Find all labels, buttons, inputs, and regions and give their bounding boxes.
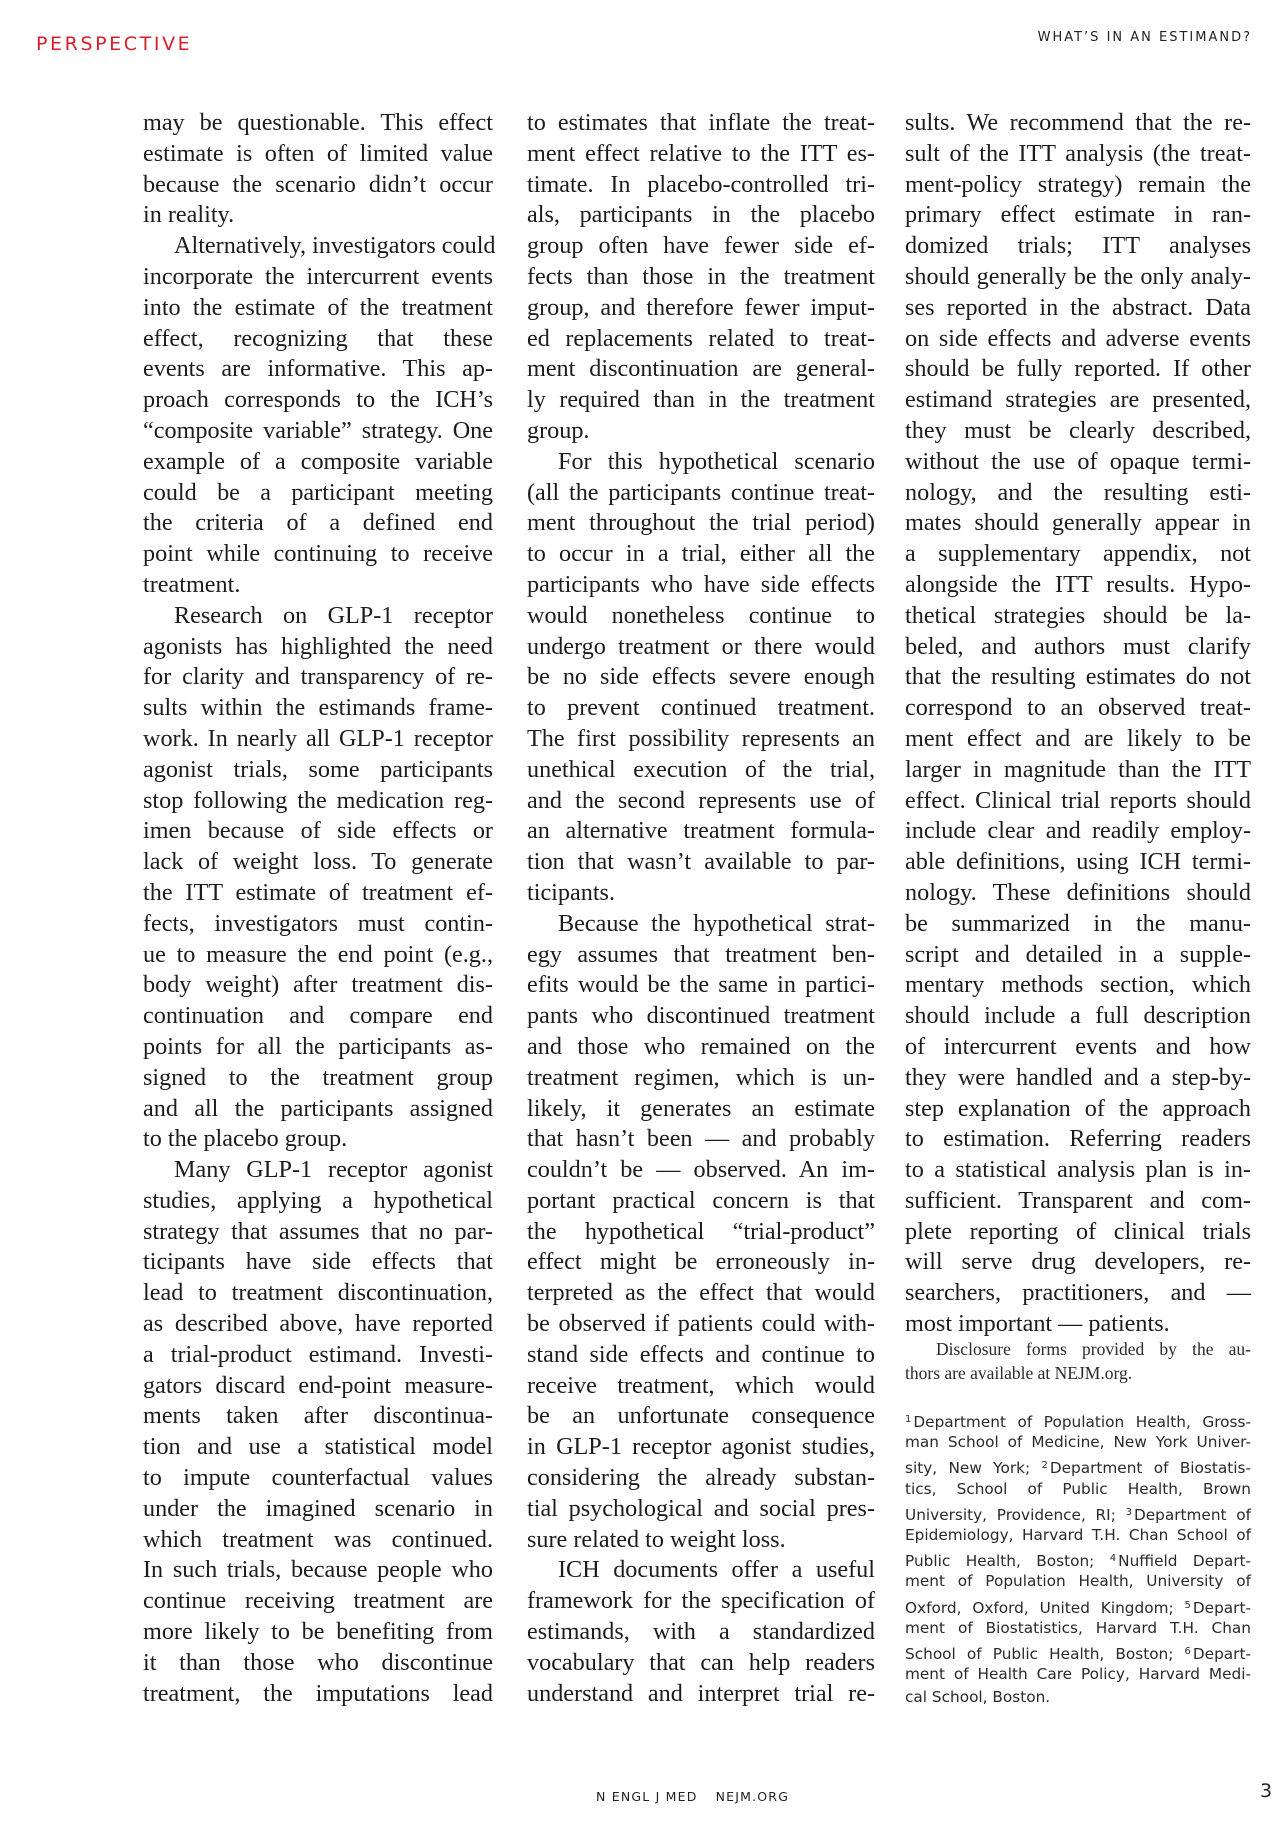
text-line: tion and use a statistical model bbox=[143, 1433, 493, 1461]
text-line: studies, applying a hypothetical bbox=[143, 1186, 493, 1214]
text-line: should be fully reported. If other bbox=[905, 355, 1251, 383]
text-line: estimand strategies are presented, bbox=[905, 386, 1251, 414]
text-line: treatment, the imputations lead bbox=[143, 1679, 493, 1707]
text-line: nology, and the resulting esti- bbox=[905, 478, 1251, 506]
text-line: an alternative treatment formula- bbox=[527, 817, 875, 845]
text-line: estimate is often of limited value bbox=[143, 139, 493, 167]
text-line: incorporate the intercurrent events bbox=[143, 262, 493, 290]
text-line: be no side effects severe enough bbox=[527, 663, 875, 691]
text-line: likely, it generates an estimate bbox=[527, 1094, 875, 1122]
text-line: and the second represents use of bbox=[527, 786, 875, 814]
text-line: beled, and authors must clarify bbox=[905, 632, 1251, 660]
footer-citation bbox=[596, 1789, 789, 1804]
text-line: events are informative. This ap- bbox=[143, 355, 493, 383]
text-line: lack of weight loss. To generate bbox=[143, 848, 493, 876]
text-line: portant practical concern is that bbox=[527, 1186, 875, 1214]
text-line: ment throughout the trial period) bbox=[527, 509, 875, 537]
text-line: man School of Medicine, New York Univer- bbox=[905, 1433, 1251, 1452]
text-line: stand side effects and continue to bbox=[527, 1340, 875, 1368]
text-line: include clear and readily employ- bbox=[905, 817, 1251, 845]
text-line: Public Health, Boston; $^4$ Nuffield Depart- bbox=[905, 1552, 1251, 1571]
text-line: group, and therefore fewer imput- bbox=[527, 293, 875, 321]
text-line: group often have fewer side ef- bbox=[527, 232, 875, 260]
text-line: pants who discontinued treatment bbox=[527, 1002, 875, 1030]
text-line: to a statistical analysis plan is in- bbox=[905, 1156, 1251, 1184]
text-line: ses reported in the abstract. Data bbox=[905, 293, 1251, 321]
text-line: on side effects and adverse events bbox=[905, 324, 1251, 352]
text-line: sure related to weight loss. bbox=[527, 1525, 786, 1553]
text-line: strategy that assumes that no par- bbox=[143, 1217, 493, 1245]
text-line: points for all the participants as- bbox=[143, 1032, 493, 1060]
text-line: step explanation of the approach bbox=[905, 1094, 1251, 1122]
text-line: be summarized in the manu- bbox=[905, 909, 1251, 937]
text-line: tics, School of Public Health, Brown bbox=[905, 1479, 1251, 1498]
disclosure-note bbox=[905, 1338, 1251, 1385]
text-line: als, participants in the placebo bbox=[527, 201, 875, 229]
text-line: imen because of side effects or bbox=[143, 817, 493, 845]
text-line: as described above, have reported bbox=[143, 1310, 493, 1338]
text-line: a supplementary appendix, not bbox=[905, 540, 1251, 568]
text-line: work. In nearly all GLP-1 receptor bbox=[143, 724, 493, 752]
text-line: mentary methods section, which bbox=[905, 971, 1251, 999]
text-line: ICH documents offer a useful bbox=[558, 1556, 875, 1584]
text-line: ue to measure the end point (e.g., bbox=[143, 940, 493, 968]
text-line: stop following the medication reg- bbox=[143, 786, 493, 814]
text-line: sufficient. Transparent and com- bbox=[905, 1186, 1251, 1214]
text-line: sults within the estimands frame- bbox=[143, 694, 493, 722]
text-line: they were handled and a step-by- bbox=[905, 1063, 1251, 1091]
text-line: University, Providence, RI; $^3$ Department of bbox=[905, 1505, 1251, 1524]
text-line: thetical strategies should be la- bbox=[905, 601, 1251, 629]
text-line: treatment regimen, which is un- bbox=[527, 1063, 875, 1091]
text-line: estimands, with a standardized bbox=[527, 1618, 875, 1646]
text-line: point while continuing to receive bbox=[143, 540, 493, 568]
text-line: the ITT estimate of treatment ef- bbox=[143, 878, 493, 906]
text-line: because the scenario didn’t occur bbox=[143, 170, 493, 198]
text-line: ment of Biostatistics, Harvard T.H. Chan bbox=[905, 1618, 1251, 1637]
text-line: a trial-product estimand. Investi- bbox=[143, 1340, 493, 1368]
text-line: larger in magnitude than the ITT bbox=[905, 755, 1251, 783]
text-line: timate. In placebo-controlled tri- bbox=[527, 170, 875, 198]
text-line: ticipants have side effects that bbox=[143, 1248, 493, 1276]
text-line: Many GLP-1 receptor agonist bbox=[174, 1156, 493, 1184]
text-line: unethical execution of the trial, bbox=[527, 755, 875, 783]
text-line: terpreted as the effect that would bbox=[527, 1279, 875, 1307]
text-line: without the use of opaque termi- bbox=[905, 447, 1251, 475]
text-line: In such trials, because people who bbox=[143, 1556, 493, 1584]
text-line: it than those who discontinue bbox=[143, 1648, 493, 1676]
text-line: be observed if patients could with- bbox=[527, 1310, 875, 1338]
text-line: ment effect and are likely to be bbox=[905, 724, 1251, 752]
text-line: ments taken after discontinua- bbox=[143, 1402, 493, 1430]
text-line: framework for the specification of bbox=[527, 1587, 875, 1615]
body-column-middle bbox=[527, 108, 875, 1709]
footnote-marker: 5 bbox=[1184, 1599, 1191, 1611]
text-line: effect. Clinical trial reports should bbox=[905, 786, 1251, 814]
text-line: script and detailed in a supple- bbox=[905, 940, 1251, 968]
journal-site: NEJM.ORG bbox=[715, 1789, 790, 1804]
text-line: agonists has highlighted the need bbox=[143, 632, 493, 660]
text-line: would nonetheless continue to bbox=[527, 601, 875, 629]
text-line: undergo treatment or there would bbox=[527, 632, 875, 660]
text-line: ment of Health Care Policy, Harvard Medi- bbox=[905, 1665, 1251, 1684]
footnote-marker: 4 bbox=[1109, 1553, 1117, 1565]
text-line: ly required than in the treatment bbox=[527, 386, 875, 414]
text-line: plete reporting of clinical trials bbox=[905, 1217, 1251, 1245]
text-line: couldn’t be — observed. An im- bbox=[527, 1156, 875, 1184]
text-line: effect, recognizing that these bbox=[143, 324, 493, 352]
text-line: under the imagined scenario in bbox=[143, 1494, 493, 1522]
text-line: receive treatment, which would bbox=[527, 1371, 875, 1399]
text-line: fects, investigators must contin- bbox=[143, 909, 493, 937]
text-line: continuation and compare end bbox=[143, 1002, 493, 1030]
footnote-marker: 2 bbox=[1041, 1460, 1048, 1472]
text-line: understand and interpret trial re- bbox=[527, 1679, 875, 1707]
text-line: the criteria of a defined end bbox=[143, 509, 493, 537]
text-line: The first possibility represents an bbox=[527, 724, 875, 752]
text-line: gators discard end-point measure- bbox=[143, 1371, 493, 1399]
text-line: able definitions, using ICH termi- bbox=[905, 848, 1251, 876]
text-line: ment effect relative to the ITT es- bbox=[527, 139, 875, 167]
text-line: may be questionable. This effect bbox=[143, 109, 493, 136]
text-line: for clarity and transparency of re- bbox=[143, 663, 493, 691]
text-line: For this hypothetical scenario bbox=[558, 447, 875, 475]
text-line: in reality. bbox=[143, 201, 235, 229]
text-line: sults. We recommend that the re- bbox=[905, 109, 1251, 136]
page-number: 3 bbox=[1260, 1780, 1273, 1802]
text-line: continue receiving treatment are bbox=[143, 1587, 493, 1615]
text-line: Research on GLP-1 receptor bbox=[174, 601, 493, 629]
text-line: mates should generally appear in bbox=[905, 509, 1251, 537]
text-line: agonist trials, some participants bbox=[143, 755, 493, 783]
text-line: of intercurrent events and how bbox=[905, 1032, 1251, 1060]
text-line: ment of Population Health, University of bbox=[905, 1572, 1251, 1591]
author-affiliations bbox=[905, 1408, 1251, 1709]
text-line: (all the participants continue treat- bbox=[527, 478, 875, 506]
text-line: effect might be erroneously in- bbox=[527, 1248, 875, 1276]
footnote-marker: 3 bbox=[1125, 1506, 1132, 1518]
text-line: to impute counterfactual values bbox=[143, 1464, 493, 1492]
text-line: ment discontinuation are general- bbox=[527, 355, 875, 383]
text-line: considering the already substan- bbox=[527, 1464, 875, 1492]
text-line: to estimation. Referring readers bbox=[905, 1125, 1251, 1153]
text-line: example of a composite variable bbox=[143, 447, 493, 475]
text-line: Disclosure forms provided by the au- bbox=[936, 1339, 1251, 1359]
text-line: more likely to be benefiting from bbox=[143, 1618, 493, 1646]
text-line: Alternatively, investigators could bbox=[174, 232, 496, 260]
text-line: signed to the treatment group bbox=[143, 1063, 493, 1091]
body-column-left bbox=[143, 108, 496, 1709]
text-line: $^1$ Department of Population Health, Gross- bbox=[905, 1413, 1251, 1431]
text-line: Because the hypothetical strat- bbox=[558, 909, 875, 937]
text-line: tion that wasn’t available to par- bbox=[527, 848, 875, 876]
text-line: ed replacements related to treat- bbox=[527, 324, 875, 352]
text-line: sult of the ITT analysis (the treat- bbox=[905, 139, 1251, 167]
text-line: will serve drug developers, re- bbox=[905, 1248, 1251, 1276]
text-line: tial psychological and social pres- bbox=[527, 1494, 875, 1522]
text-line: School of Public Health, Boston; $^6$ Depart- bbox=[905, 1644, 1251, 1663]
text-line: lead to treatment discontinuation, bbox=[143, 1279, 493, 1307]
text-line: to estimates that inflate the treat- bbox=[527, 109, 875, 136]
text-line: efits would be the same in partici- bbox=[527, 971, 875, 999]
text-line: which treatment was continued. bbox=[143, 1525, 493, 1553]
text-line: thors are available at NEJM.org. bbox=[905, 1362, 1133, 1383]
text-line: egy assumes that treatment ben- bbox=[527, 940, 875, 968]
text-line: into the estimate of the treatment bbox=[143, 293, 493, 321]
text-line: could be a participant meeting bbox=[143, 478, 493, 506]
text-line: ment-policy strategy) remain the bbox=[905, 170, 1251, 198]
journal-abbrev: N ENGL J MED bbox=[596, 1789, 698, 1804]
text-line: group. bbox=[527, 416, 590, 444]
text-line: most important — patients. bbox=[905, 1310, 1170, 1338]
text-line: searchers, practitioners, and — bbox=[905, 1279, 1251, 1307]
text-line: body weight) after treatment dis- bbox=[143, 971, 493, 999]
text-line: cal School, Boston. bbox=[905, 1688, 1051, 1707]
text-line: ticipants. bbox=[527, 878, 615, 906]
text-line: to prevent continued treatment. bbox=[527, 694, 875, 722]
text-line: nology. These definitions should bbox=[905, 878, 1251, 906]
text-line: vocabulary that can help readers bbox=[527, 1648, 875, 1676]
text-line: alongside the ITT results. Hypo- bbox=[905, 570, 1251, 598]
text-line: and those who remained on the bbox=[527, 1032, 875, 1060]
text-line: be an unfortunate consequence bbox=[527, 1402, 875, 1430]
running-title: WHAT’S IN AN ESTIMAND? bbox=[1037, 30, 1252, 45]
body-column-right bbox=[905, 108, 1251, 1340]
text-line: the hypothetical “trial-product” bbox=[527, 1217, 875, 1245]
text-line: treatment. bbox=[143, 570, 241, 598]
text-line: they must be clearly described, bbox=[905, 416, 1251, 444]
text-line: and all the participants assigned bbox=[143, 1094, 493, 1122]
text-line: correspond to an observed treat- bbox=[905, 694, 1251, 722]
text-line: should include a full description bbox=[905, 1002, 1251, 1030]
text-line: sity, New York; $^2$ Department of Biostatis- bbox=[905, 1459, 1251, 1478]
text-line: “composite variable” strategy. One bbox=[143, 416, 493, 444]
text-line: that hasn’t been — and probably bbox=[527, 1125, 875, 1153]
text-line: to occur in a trial, either all the bbox=[527, 540, 875, 568]
section-label: PERSPECTIVE bbox=[36, 33, 193, 55]
text-line: domized trials; ITT analyses bbox=[905, 232, 1251, 260]
text-line: primary effect estimate in ran- bbox=[905, 201, 1251, 229]
text-line: that the resulting estimates do not bbox=[905, 663, 1251, 691]
text-line: proach corresponds to the ICH’s bbox=[143, 386, 493, 414]
text-line: should generally be the only analy- bbox=[905, 262, 1251, 290]
text-line: participants who have side effects bbox=[527, 570, 875, 598]
text-line: to the placebo group. bbox=[143, 1125, 348, 1153]
text-line: Oxford, Oxford, United Kingdom; $^5$ Depart- bbox=[905, 1598, 1251, 1617]
text-line: in GLP-1 receptor agonist studies, bbox=[527, 1433, 875, 1461]
text-line: Epidemiology, Harvard T.H. Chan School of bbox=[905, 1525, 1251, 1544]
text-line: fects than those in the treatment bbox=[527, 262, 875, 290]
footnote-marker: 6 bbox=[1184, 1645, 1191, 1657]
footnote-marker: 1 bbox=[905, 1414, 912, 1425]
